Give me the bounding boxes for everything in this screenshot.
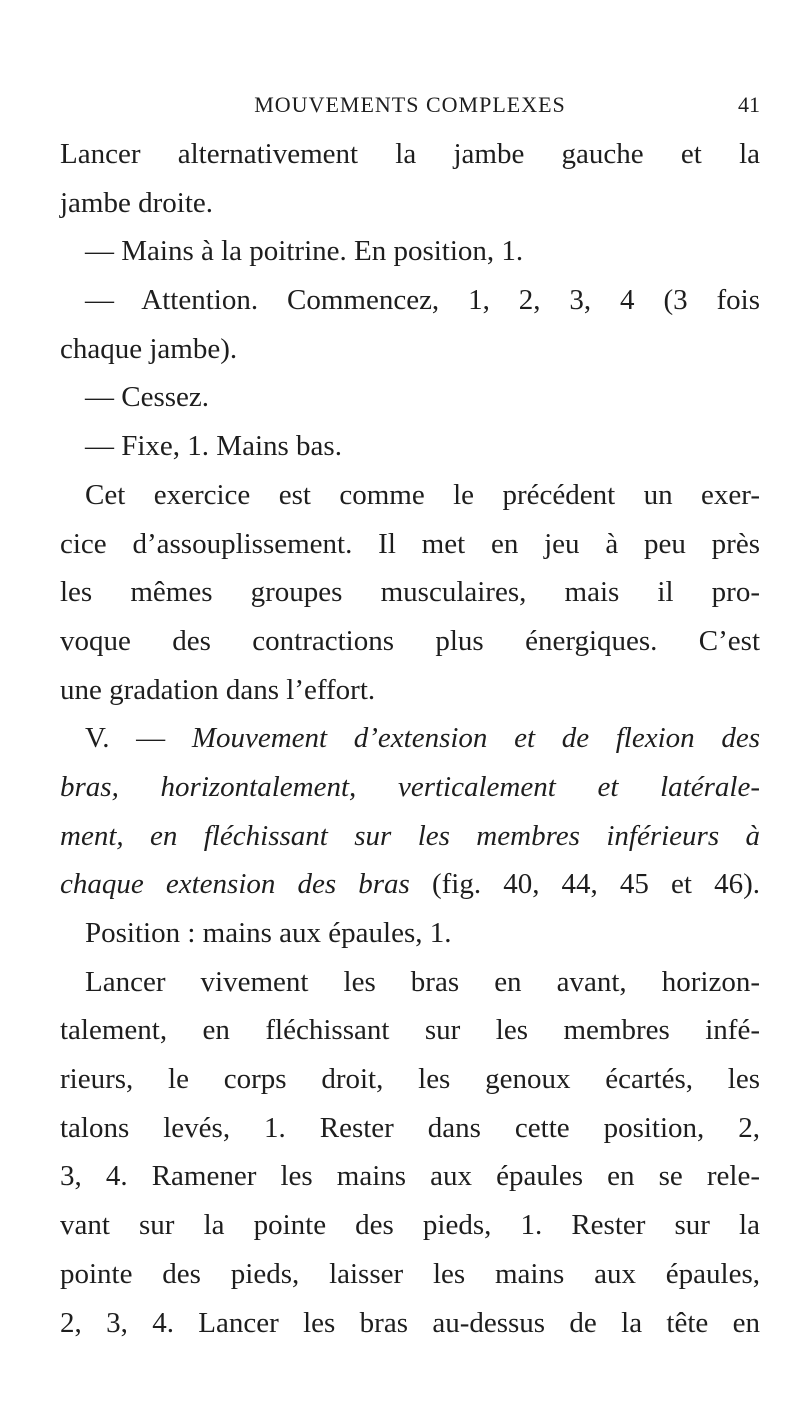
section-number: V. —: [85, 722, 192, 755]
text-line: rieurs, le corps droit, les genoux écartés, les: [60, 1063, 760, 1096]
page-number: 41: [738, 92, 760, 117]
figure-reference: (fig. 40, 44, 45 et 46).: [409, 868, 760, 901]
text-line: 3, 4. Ramener les mains aux épaules en se rele-: [60, 1160, 760, 1193]
section-title: bras, horizontalement, verticalement et latérale-: [60, 770, 760, 803]
text-line: Cet exercice est comme le précédent un exer-: [85, 478, 760, 511]
section-title: ment, en fléchissant sur les membres inférieurs à: [60, 819, 760, 852]
text-line: 2, 3, 4. Lancer les bras au-dessus de la tête en: [60, 1306, 760, 1339]
text-line: Lancer alternativement la jambe gauche et la: [60, 138, 760, 170]
text-line: [60, 860, 760, 909]
text-line: — Attention. Commencez, 1, 2, 3, 4 (3 fois: [85, 284, 760, 317]
text-line: les mêmes groupes musculaires, mais il pro-: [60, 576, 760, 609]
text-line: — Cessez.: [85, 381, 210, 414]
text-line: Position : mains aux épaules, 1.: [85, 917, 452, 949]
text-line: talement, en fléchissant sur les membres infé-: [60, 1014, 760, 1047]
text-line: [60, 812, 760, 861]
running-head: MOUVEMENTS COMPLEXES: [254, 92, 566, 117]
text-line: chaque jambe).: [60, 332, 238, 365]
text-line: jambe droite.: [60, 186, 214, 219]
text-line: talons levés, 1. Rester dans cette position, 2,: [60, 1111, 760, 1144]
text-line: [60, 714, 760, 763]
section-title: Mouvement d’extension et de flexion des: [191, 722, 760, 755]
text-line: — Mains à la poitrine. En position, 1.: [85, 235, 524, 268]
text-line: — Fixe, 1. Mains bas.: [85, 430, 342, 463]
body-text: [60, 130, 760, 1347]
text-line: cice d’assouplissement. Il met en jeu à peu près: [60, 527, 760, 560]
page-header: [60, 88, 760, 118]
text-line: voque des contractions plus énergiques. C’est: [60, 624, 760, 657]
text-line: vant sur la pointe des pieds, 1. Rester sur la: [60, 1209, 760, 1242]
text-line: pointe des pieds, laisser les mains aux épaules,: [60, 1257, 760, 1290]
section-title: chaque extension des bras: [60, 868, 410, 901]
text-line: une gradation dans l’effort.: [60, 673, 376, 706]
text-line: Lancer vivement les bras en avant, horizon-: [85, 965, 760, 998]
text-line: [60, 763, 760, 812]
